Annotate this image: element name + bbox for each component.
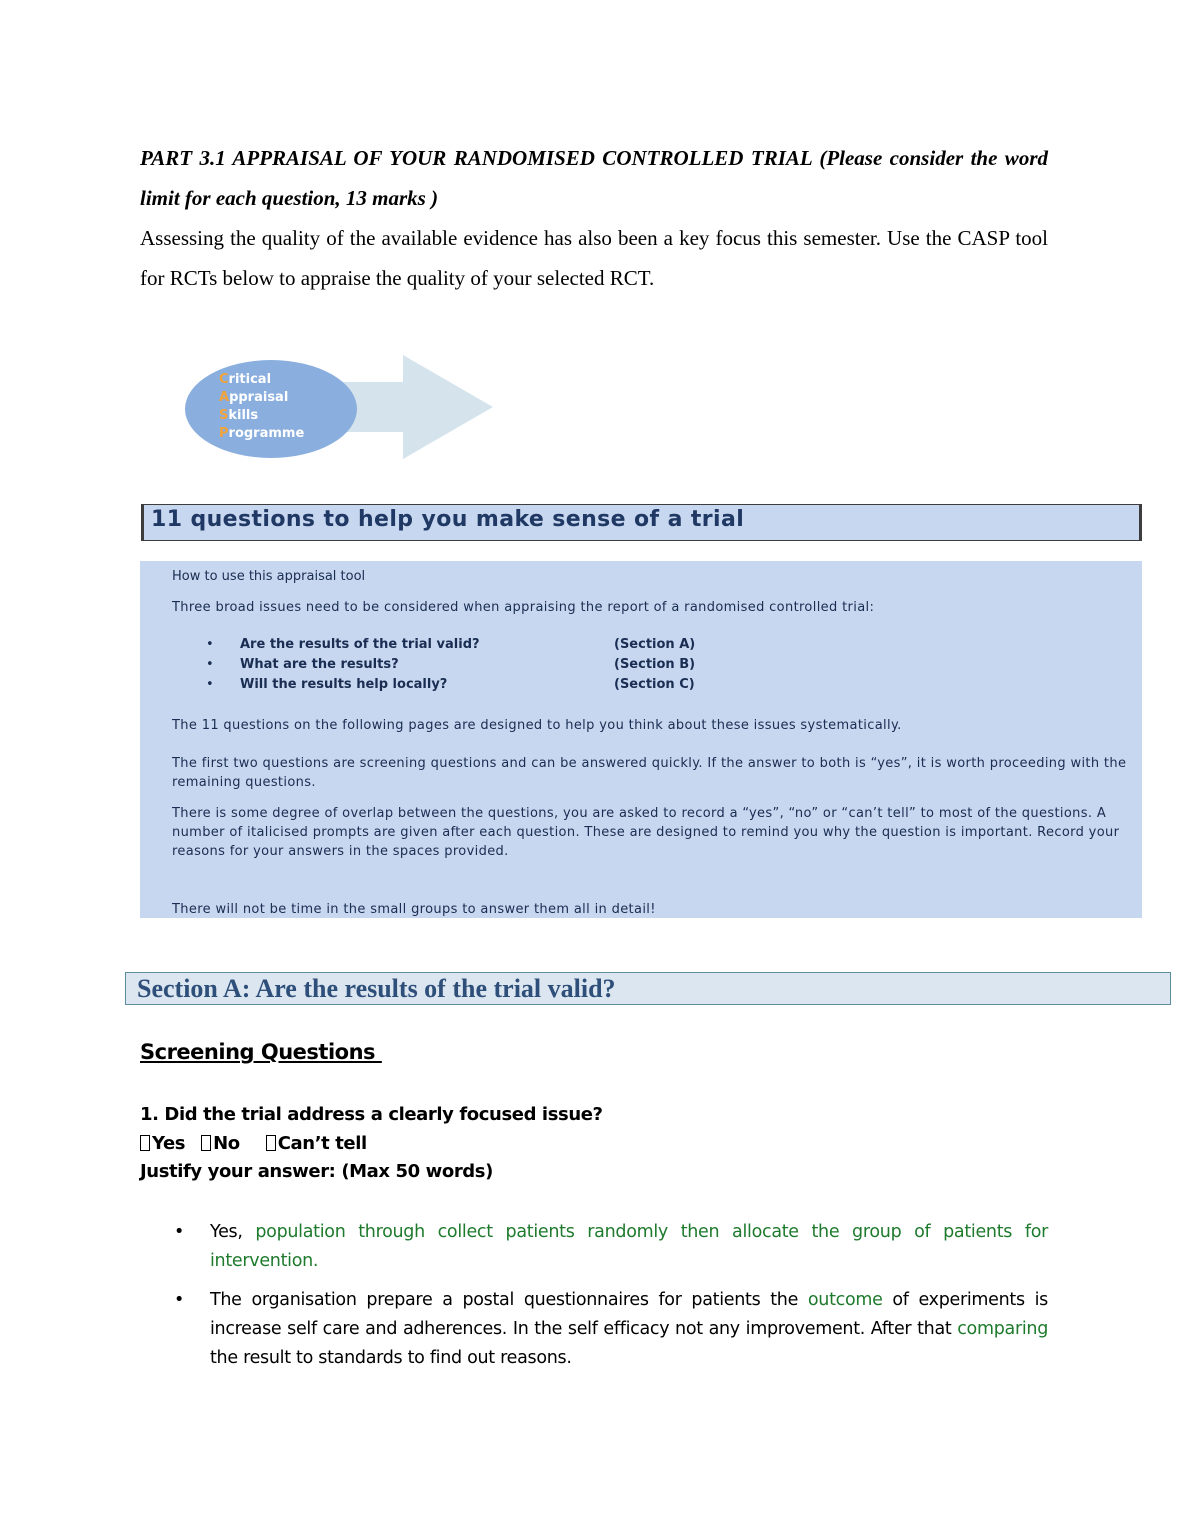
bullet-text: What are the results? bbox=[240, 657, 399, 672]
checkbox-icon[interactable] bbox=[140, 1135, 150, 1151]
casp-line: Critical bbox=[219, 372, 272, 387]
part-heading: PART 3.1 APPRAISAL OF YOUR RANDOMISED CONTROLLED TRIAL (Please consider the word limit for each question, 13 marks ) bbox=[140, 146, 1048, 210]
intro-paragraph: Assessing the quality of the available evidence has also been a key focus this semester. Use the CASP tool for RCTs below to appraise the quality of your selected RCT. bbox=[140, 226, 1048, 290]
bullet-dot: • bbox=[206, 677, 214, 692]
howto-para-2: The first two questions are screening questions and can be answered quickly. If the answer to both is “yes”, it is worth proceeding with the remaining questions. bbox=[172, 756, 1127, 790]
bullet-dot: • bbox=[174, 1222, 185, 1242]
howto-title: How to use this appraisal tool bbox=[172, 569, 366, 584]
answer-options bbox=[140, 1130, 603, 1159]
bullet-dot: • bbox=[206, 637, 214, 652]
option-cant-tell[interactable]: Can’t tell bbox=[266, 1130, 367, 1159]
justify-prompt: Justify your answer: (Max 50 words) bbox=[140, 1161, 493, 1182]
casp-line: Skills bbox=[219, 408, 259, 423]
casp-logo-text bbox=[219, 371, 304, 443]
option-yes[interactable]: Yes bbox=[140, 1130, 185, 1159]
casp-line: Appraisal bbox=[219, 390, 289, 405]
bullet-dot: • bbox=[206, 657, 214, 672]
howto-box bbox=[140, 561, 1142, 918]
checkbox-icon[interactable] bbox=[201, 1135, 211, 1151]
answer-item: • Yes, population through collect patients randomly then allocate the group of patients for intervention. bbox=[170, 1218, 1048, 1276]
howto-para-4: There will not be time in the small groups to answer them all in detail! bbox=[172, 902, 656, 917]
checkbox-icon[interactable] bbox=[266, 1135, 276, 1151]
questions-banner bbox=[141, 504, 1142, 541]
question-1-text: 1. Did the trial address a clearly focused issue? bbox=[140, 1104, 603, 1125]
screening-heading: Screening Questions bbox=[140, 1040, 382, 1064]
questions-banner-title: 11 questions to help you make sense of a trial bbox=[151, 507, 745, 532]
question-1 bbox=[140, 1101, 603, 1187]
casp-logo bbox=[183, 355, 493, 463]
casp-line: Programme bbox=[219, 426, 305, 441]
bullet-text: Are the results of the trial valid? bbox=[240, 637, 480, 652]
bullet-section: (Section C) bbox=[614, 677, 695, 692]
bullet-section: (Section B) bbox=[614, 657, 696, 672]
answer-item: • The organisation prepare a postal questionnaires for patients the outcome of experiments is increase self care and adherences. In the self efficacy not any improvement. After that comparing the result to standards to find out reasons. bbox=[170, 1286, 1048, 1373]
howto-lead: Three broad issues need to be considered when appraising the report of a randomised controlled trial: bbox=[172, 600, 875, 615]
section-a-title: Section A: Are the results of the trial valid? bbox=[137, 974, 616, 1003]
bullet-section: (Section A) bbox=[614, 637, 696, 652]
howto-para-3: There is some degree of overlap between the questions, you are asked to record a “yes”, “no” or “can’t tell” to most of the questions. A number of italicised prompts are given after each question. These are designed to remind you why the question is important. Record your reasons for your answers in the spaces provided. bbox=[172, 806, 1120, 859]
bullet-text: Will the results help locally? bbox=[240, 677, 448, 692]
section-a-banner bbox=[125, 972, 1171, 1005]
option-no[interactable]: No bbox=[201, 1130, 240, 1159]
answer-list bbox=[170, 1218, 1048, 1383]
howto-para-1: The 11 questions on the following pages are designed to help you think about these issues systematically. bbox=[172, 718, 902, 733]
bullet-dot: • bbox=[174, 1290, 185, 1310]
